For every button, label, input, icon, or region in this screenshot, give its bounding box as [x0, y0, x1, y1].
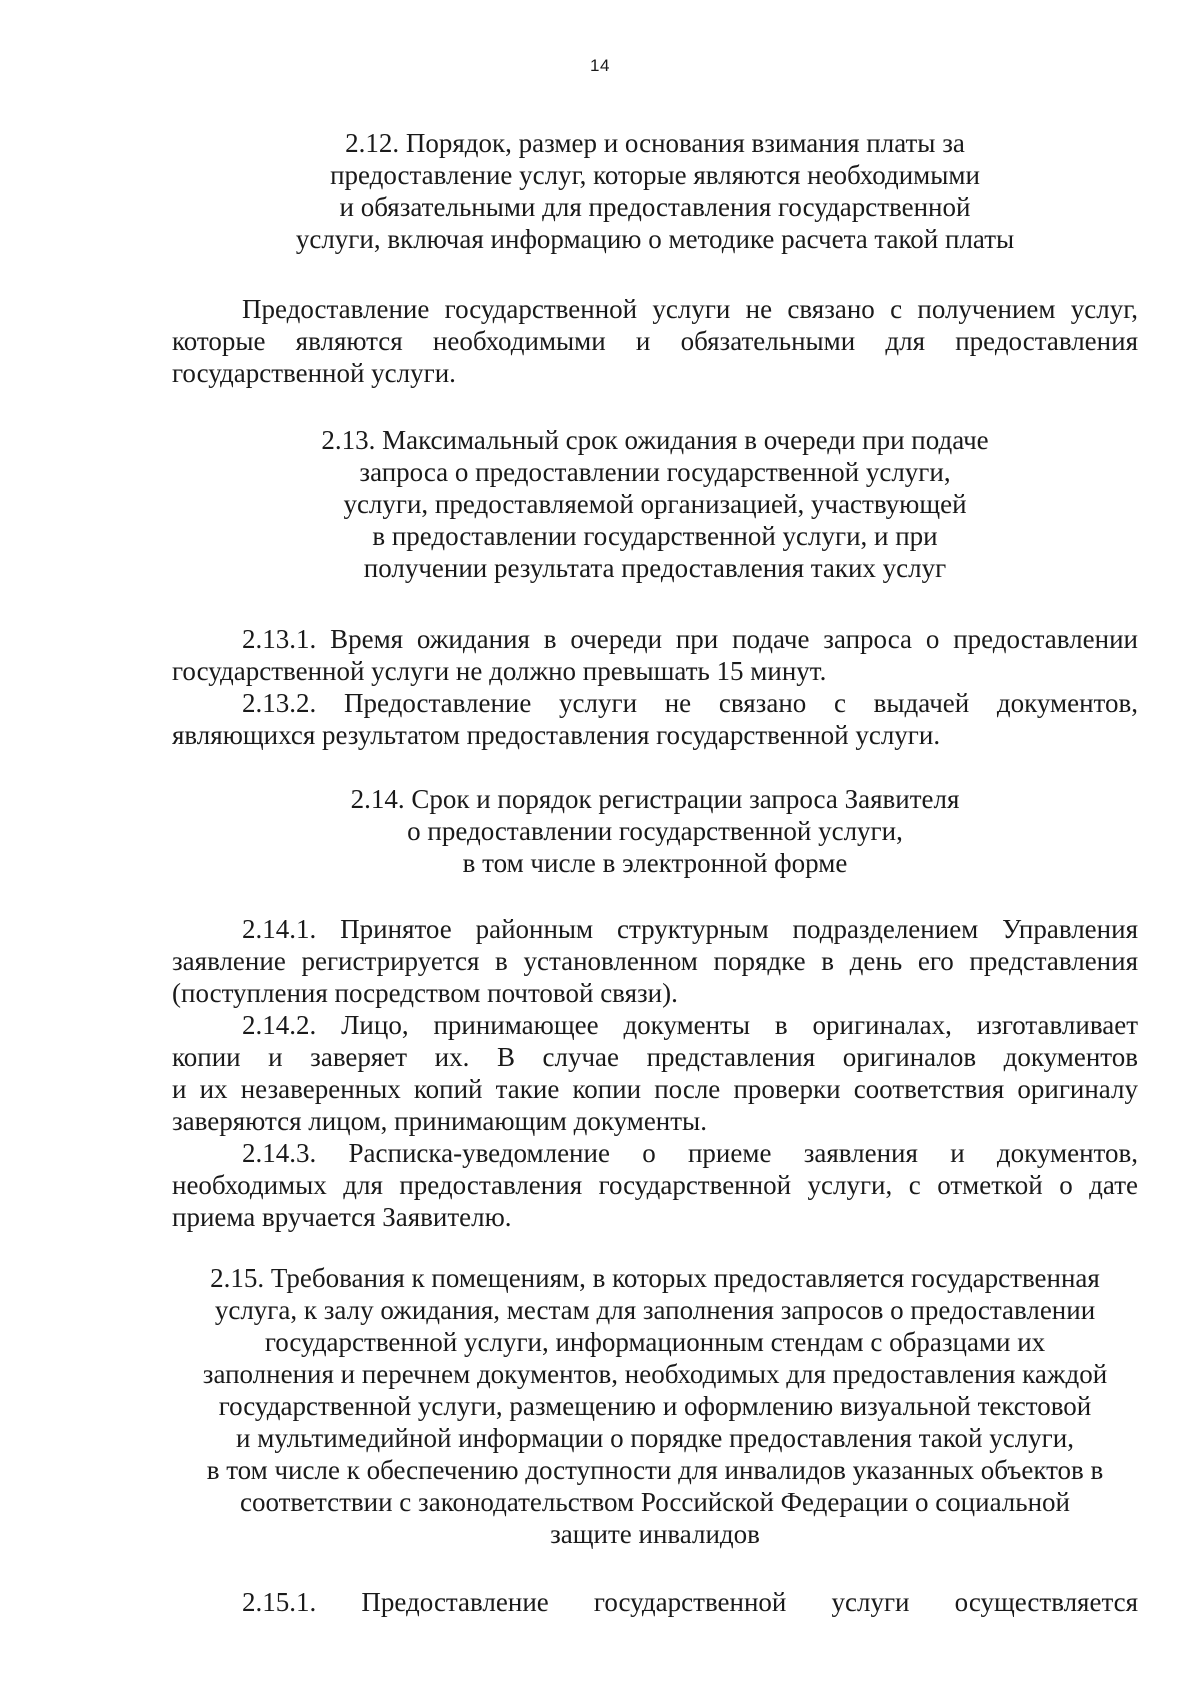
heading-line: государственной услуги, размещению и оформлению визуальной текстовой: [218, 1391, 1092, 1421]
paragraph-line: 2.14.2. Лицо, принимающее документы в оригиналах, изготавливает: [242, 1010, 1138, 1040]
heading-line: получении результата предоставления таких услуг: [363, 553, 947, 583]
section-2-15-paragraph: [172, 1586, 1138, 1618]
paragraph-line: приема вручается Заявителю.: [172, 1202, 512, 1232]
section-2-12-heading: [172, 127, 1138, 255]
paragraph-line: государственной услуги.: [172, 358, 456, 388]
heading-line: 2.12. Порядок, размер и основания взимания платы за: [345, 128, 965, 158]
paragraph-line: которые являются необходимыми и обязательными для предоставления: [172, 326, 1138, 356]
heading-line: 2.15. Требования к помещениям, в которых предоставляется государственная: [210, 1263, 1100, 1293]
paragraph-line: 2.14.1. Принятое районным структурным подразделением Управления: [242, 914, 1138, 944]
page-number: 14: [590, 56, 610, 75]
heading-line: запроса о предоставлении государственной услуги,: [359, 457, 951, 487]
section-2-13-heading: [172, 424, 1138, 584]
section-2-14-paragraphs: [172, 913, 1138, 1233]
heading-line: услуги, предоставляемой организацией, участвующей: [343, 489, 967, 519]
heading-line: услуги, включая информацию о методике расчета такой платы: [295, 224, 1015, 254]
heading-line: предоставление услуг, которые являются необходимыми: [330, 160, 980, 190]
paragraph-line: и их незаверенных копий такие копии после проверки соответствия оригиналу: [172, 1074, 1138, 1104]
paragraph-line: заявление регистрируется в установленном порядке в день его представления: [172, 946, 1138, 976]
heading-line: в предоставлении государственной услуги, и при: [372, 521, 938, 551]
paragraph-line: являющихся результатом предоставления государственной услуги.: [172, 720, 941, 750]
paragraph-line: необходимых для предоставления государственной услуги, с отметкой о дате: [172, 1170, 1138, 1200]
heading-line: и обязательными для предоставления государственной: [339, 192, 971, 222]
heading-line: о предоставлении государственной услуги,: [407, 816, 903, 846]
heading-line: услуга, к залу ожидания, местам для заполнения запросов о предоставлении: [214, 1295, 1096, 1325]
paragraph-line: (поступления посредством почтовой связи).: [172, 978, 678, 1008]
section-2-15-heading: [172, 1262, 1138, 1550]
paragraph-line: копии и заверяет их. В случае представления оригиналов документов: [172, 1042, 1138, 1072]
paragraph-line: 2.15.1. Предоставление государственной услуги осуществляется: [242, 1587, 1138, 1617]
paragraph-line: Предоставление государственной услуги не связано с получением услуг,: [242, 294, 1138, 324]
paragraph-line: 2.14.3. Расписка-уведомление о приеме заявления и документов,: [242, 1138, 1138, 1168]
heading-line: в том числе к обеспечению доступности для инвалидов указанных объектов в: [206, 1455, 1104, 1485]
paragraph-line: 2.13.2. Предоставление услуги не связано с выдачей документов,: [242, 688, 1138, 718]
paragraph-line: заверяются лицом, принимающим документы.: [172, 1106, 707, 1136]
section-2-13-paragraphs: [172, 623, 1138, 751]
paragraph-line: государственной услуги не должно превышать 15 минут.: [172, 656, 827, 686]
section-2-14-heading: [172, 783, 1138, 879]
heading-line: государственной услуги, информационным стендам с образцами их: [264, 1327, 1046, 1357]
heading-line: в том числе в электронной форме: [462, 848, 848, 878]
section-2-12-paragraph: [172, 293, 1138, 389]
heading-line: 2.13. Максимальный срок ожидания в очереди при подаче: [321, 425, 989, 455]
paragraph-line: 2.13.1. Время ожидания в очереди при подаче запроса о предоставлении: [242, 624, 1138, 654]
heading-line: соответствии с законодательством Российской Федерации о социальной: [240, 1487, 1070, 1517]
heading-line: и мультимедийной информации о порядке предоставления такой услуги,: [236, 1423, 1074, 1453]
heading-line: защите инвалидов: [550, 1519, 760, 1549]
heading-line: 2.14. Срок и порядок регистрации запроса Заявителя: [350, 784, 960, 814]
heading-line: заполнения и перечнем документов, необходимых для предоставления каждой: [202, 1359, 1108, 1389]
